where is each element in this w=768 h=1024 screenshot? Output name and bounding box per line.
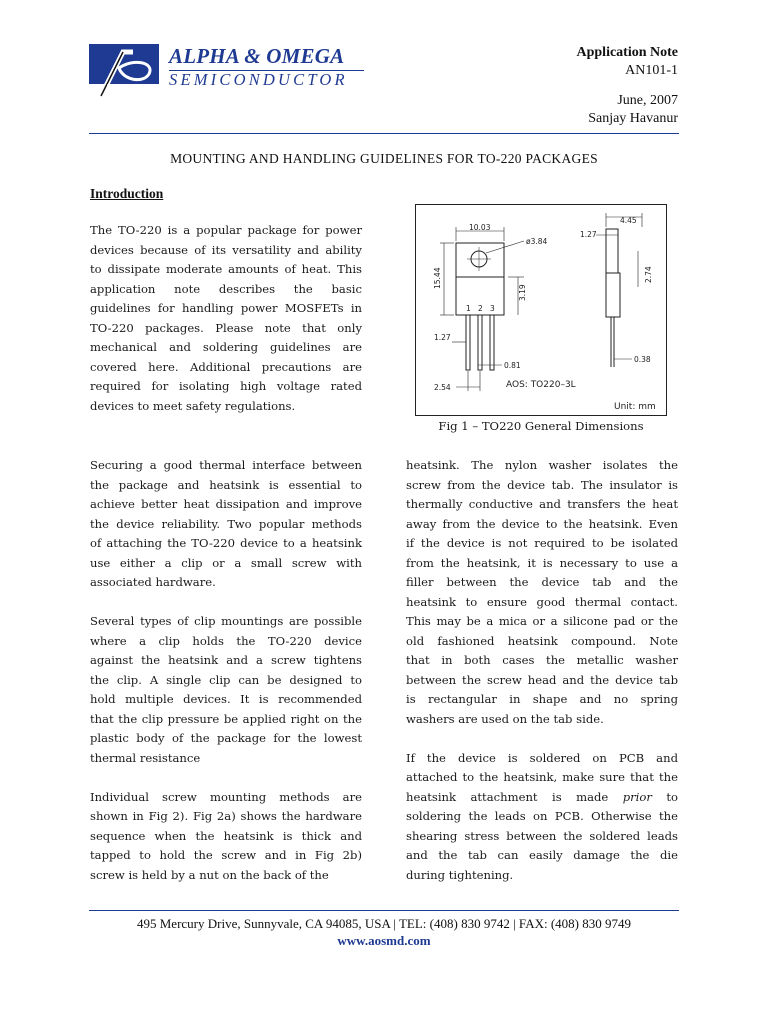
unit-label: Unit: mm xyxy=(614,402,656,412)
company-logo xyxy=(89,44,369,100)
text-line: to dissipate moderate amounts of heat. This xyxy=(90,262,362,276)
text-line: between the screw head and the device tab xyxy=(406,672,678,687)
text-line: devices because of its versatility and ability xyxy=(90,242,362,257)
text-line: Several types of clip mountings are possible xyxy=(90,614,362,628)
text-line: and the tab can easily damage the die xyxy=(406,848,678,862)
text-line: heatsink. The nylon washer isolates the xyxy=(406,458,678,472)
text-fragment: heatsink attachment is made xyxy=(406,789,623,804)
text-line: This may be a mica or a silicone pad or the xyxy=(406,614,678,628)
intro-heading: Introduction xyxy=(90,186,164,201)
pin-2-label: 2 xyxy=(478,304,483,313)
pin-1-label: 1 xyxy=(466,304,471,313)
footer-address: 495 Mercury Drive, Sunnyvale, CA 94085, USA | TEL: (408) 830 9742 | FAX: (408) 830 9749 xyxy=(137,916,631,931)
doc-author: Sanjay Havanur xyxy=(588,111,678,126)
figure-caption: Fig 1 – TO220 General Dimensions xyxy=(438,419,644,433)
dim-hole: ø3.84 xyxy=(526,237,548,246)
text-line: The TO-220 is a popular package for power xyxy=(90,223,362,237)
text-line: thermal resistance xyxy=(90,750,201,765)
text-line: Securing a good thermal interface between xyxy=(90,458,362,472)
emphasis-prior: prior xyxy=(622,789,652,804)
text-line: devices to meet safety regulations. xyxy=(90,398,296,413)
page-title: MOUNTING AND HANDLING GUIDELINES FOR TO-220 PACKAGES xyxy=(170,151,598,166)
dim-lead-thickness: 0.38 xyxy=(634,355,651,364)
right-column xyxy=(406,456,678,885)
package-label: AOS: TO220–3L xyxy=(506,380,576,390)
dim-height: 15.44 xyxy=(433,267,442,289)
text-line: plastic body of the package for the lowest xyxy=(90,731,362,745)
text-line: application note describes the basic xyxy=(90,281,362,296)
text-line: the device reliability. Two popular methods xyxy=(90,516,362,531)
dim-width: 10.03 xyxy=(469,223,491,232)
text-line: required for isolating high voltage rated xyxy=(90,379,362,393)
dim-side-thickness: 4.45 xyxy=(620,216,637,225)
text-line: covered here. Additional precautions are xyxy=(90,359,362,374)
text-line: associated hardware. xyxy=(90,575,216,589)
footer-divider xyxy=(89,910,679,911)
text-line: the package and heatsink is essential to xyxy=(90,477,362,492)
text-line: sequence when the heatsink is thick and xyxy=(90,828,362,843)
dim-tab-body: 3.19 xyxy=(518,284,527,301)
dim-side-tab: 1.27 xyxy=(580,230,597,239)
dim-pitch: 2.54 xyxy=(434,383,451,392)
text-line: if the device is not required to be isolated xyxy=(406,536,678,550)
doc-type: Application Note xyxy=(576,45,678,60)
text-line: thermally conductive and transfers the heat xyxy=(406,497,678,511)
text-line: washers are used on the tab side. xyxy=(406,711,604,726)
text-line: that in both cases the metallic washer xyxy=(406,653,678,667)
text-line: achieve better heat dissipation and improve xyxy=(90,497,362,511)
text-line: the clip. A single clip can be designed to xyxy=(90,672,362,687)
text-line: guidelines for handling power MOSFETs in xyxy=(90,301,362,315)
text-line: against the heatsink and a screw tightens xyxy=(90,653,362,667)
pin-3-label: 3 xyxy=(490,304,495,313)
text-line: tapped to hold the screw and in Fig 2b) xyxy=(90,848,362,862)
figure-to220-dimensions xyxy=(415,204,667,416)
text-line: that the clip pressure be applied right on the xyxy=(90,711,362,726)
to220-drawing xyxy=(416,205,668,417)
left-column xyxy=(90,456,362,885)
text-line: during tightening. xyxy=(406,867,514,882)
logo-subtitle: SEMICONDUCTOR xyxy=(169,70,348,89)
intro-paragraph xyxy=(90,221,362,416)
text-line: screw from the device tab. The insulator is xyxy=(406,477,678,492)
text-line: screw is held by a nut on the back of the xyxy=(90,867,329,882)
dim-pitch-lead: 1.27 xyxy=(434,333,451,342)
footer-url[interactable]: www.aosmd.com xyxy=(337,933,431,948)
logo-name: ALPHA & OMEGA xyxy=(169,44,345,68)
page-footer xyxy=(0,915,768,949)
text-line: away from the device to the heatsink. Even xyxy=(406,516,678,531)
dim-side-height: 2.74 xyxy=(644,266,653,283)
text-line: shearing stress between the soldered leads xyxy=(406,828,678,843)
text-line: from the heatsink, it is necessary to use a xyxy=(406,555,678,570)
doc-id: AN101-1 xyxy=(625,63,678,78)
text-line: soldering the leads on PCB. Otherwise the xyxy=(406,809,678,823)
header-divider xyxy=(89,133,679,134)
document-meta xyxy=(577,44,679,128)
text-line: heatsink to ensure good thermal contact. xyxy=(406,594,678,609)
text-line: of attaching the TO-220 device to a heatsink xyxy=(90,536,362,550)
text-line: If the device is soldered on PCB and xyxy=(406,750,678,765)
text-line: is rectangular in shape and no spring xyxy=(406,692,678,706)
dim-lead-width: 0.81 xyxy=(504,361,521,370)
text-line xyxy=(406,788,678,808)
text-line: old fashioned heatsink compound. Note xyxy=(406,633,678,648)
text-line: shown in Fig 2). Fig 2a) shows the hardware xyxy=(90,809,362,823)
text-line: attached to the heatsink, make sure that the xyxy=(406,770,678,784)
text-line: TO-220 packages. Please note that only xyxy=(90,320,362,335)
text-line: mechanical and soldering guidelines are xyxy=(90,340,362,354)
text-fragment: to xyxy=(651,789,678,804)
text-line: filler between the device tab and the xyxy=(406,575,678,589)
text-line: where a clip holds the TO-220 device xyxy=(90,633,362,648)
text-line: use either a clip or a small screw with xyxy=(90,555,362,570)
doc-date: June, 2007 xyxy=(617,93,678,108)
text-line: hold multiple devices. It is recommended xyxy=(90,692,362,706)
text-line: Individual screw mounting methods are xyxy=(90,789,362,804)
logo-glyph-icon xyxy=(89,44,159,100)
